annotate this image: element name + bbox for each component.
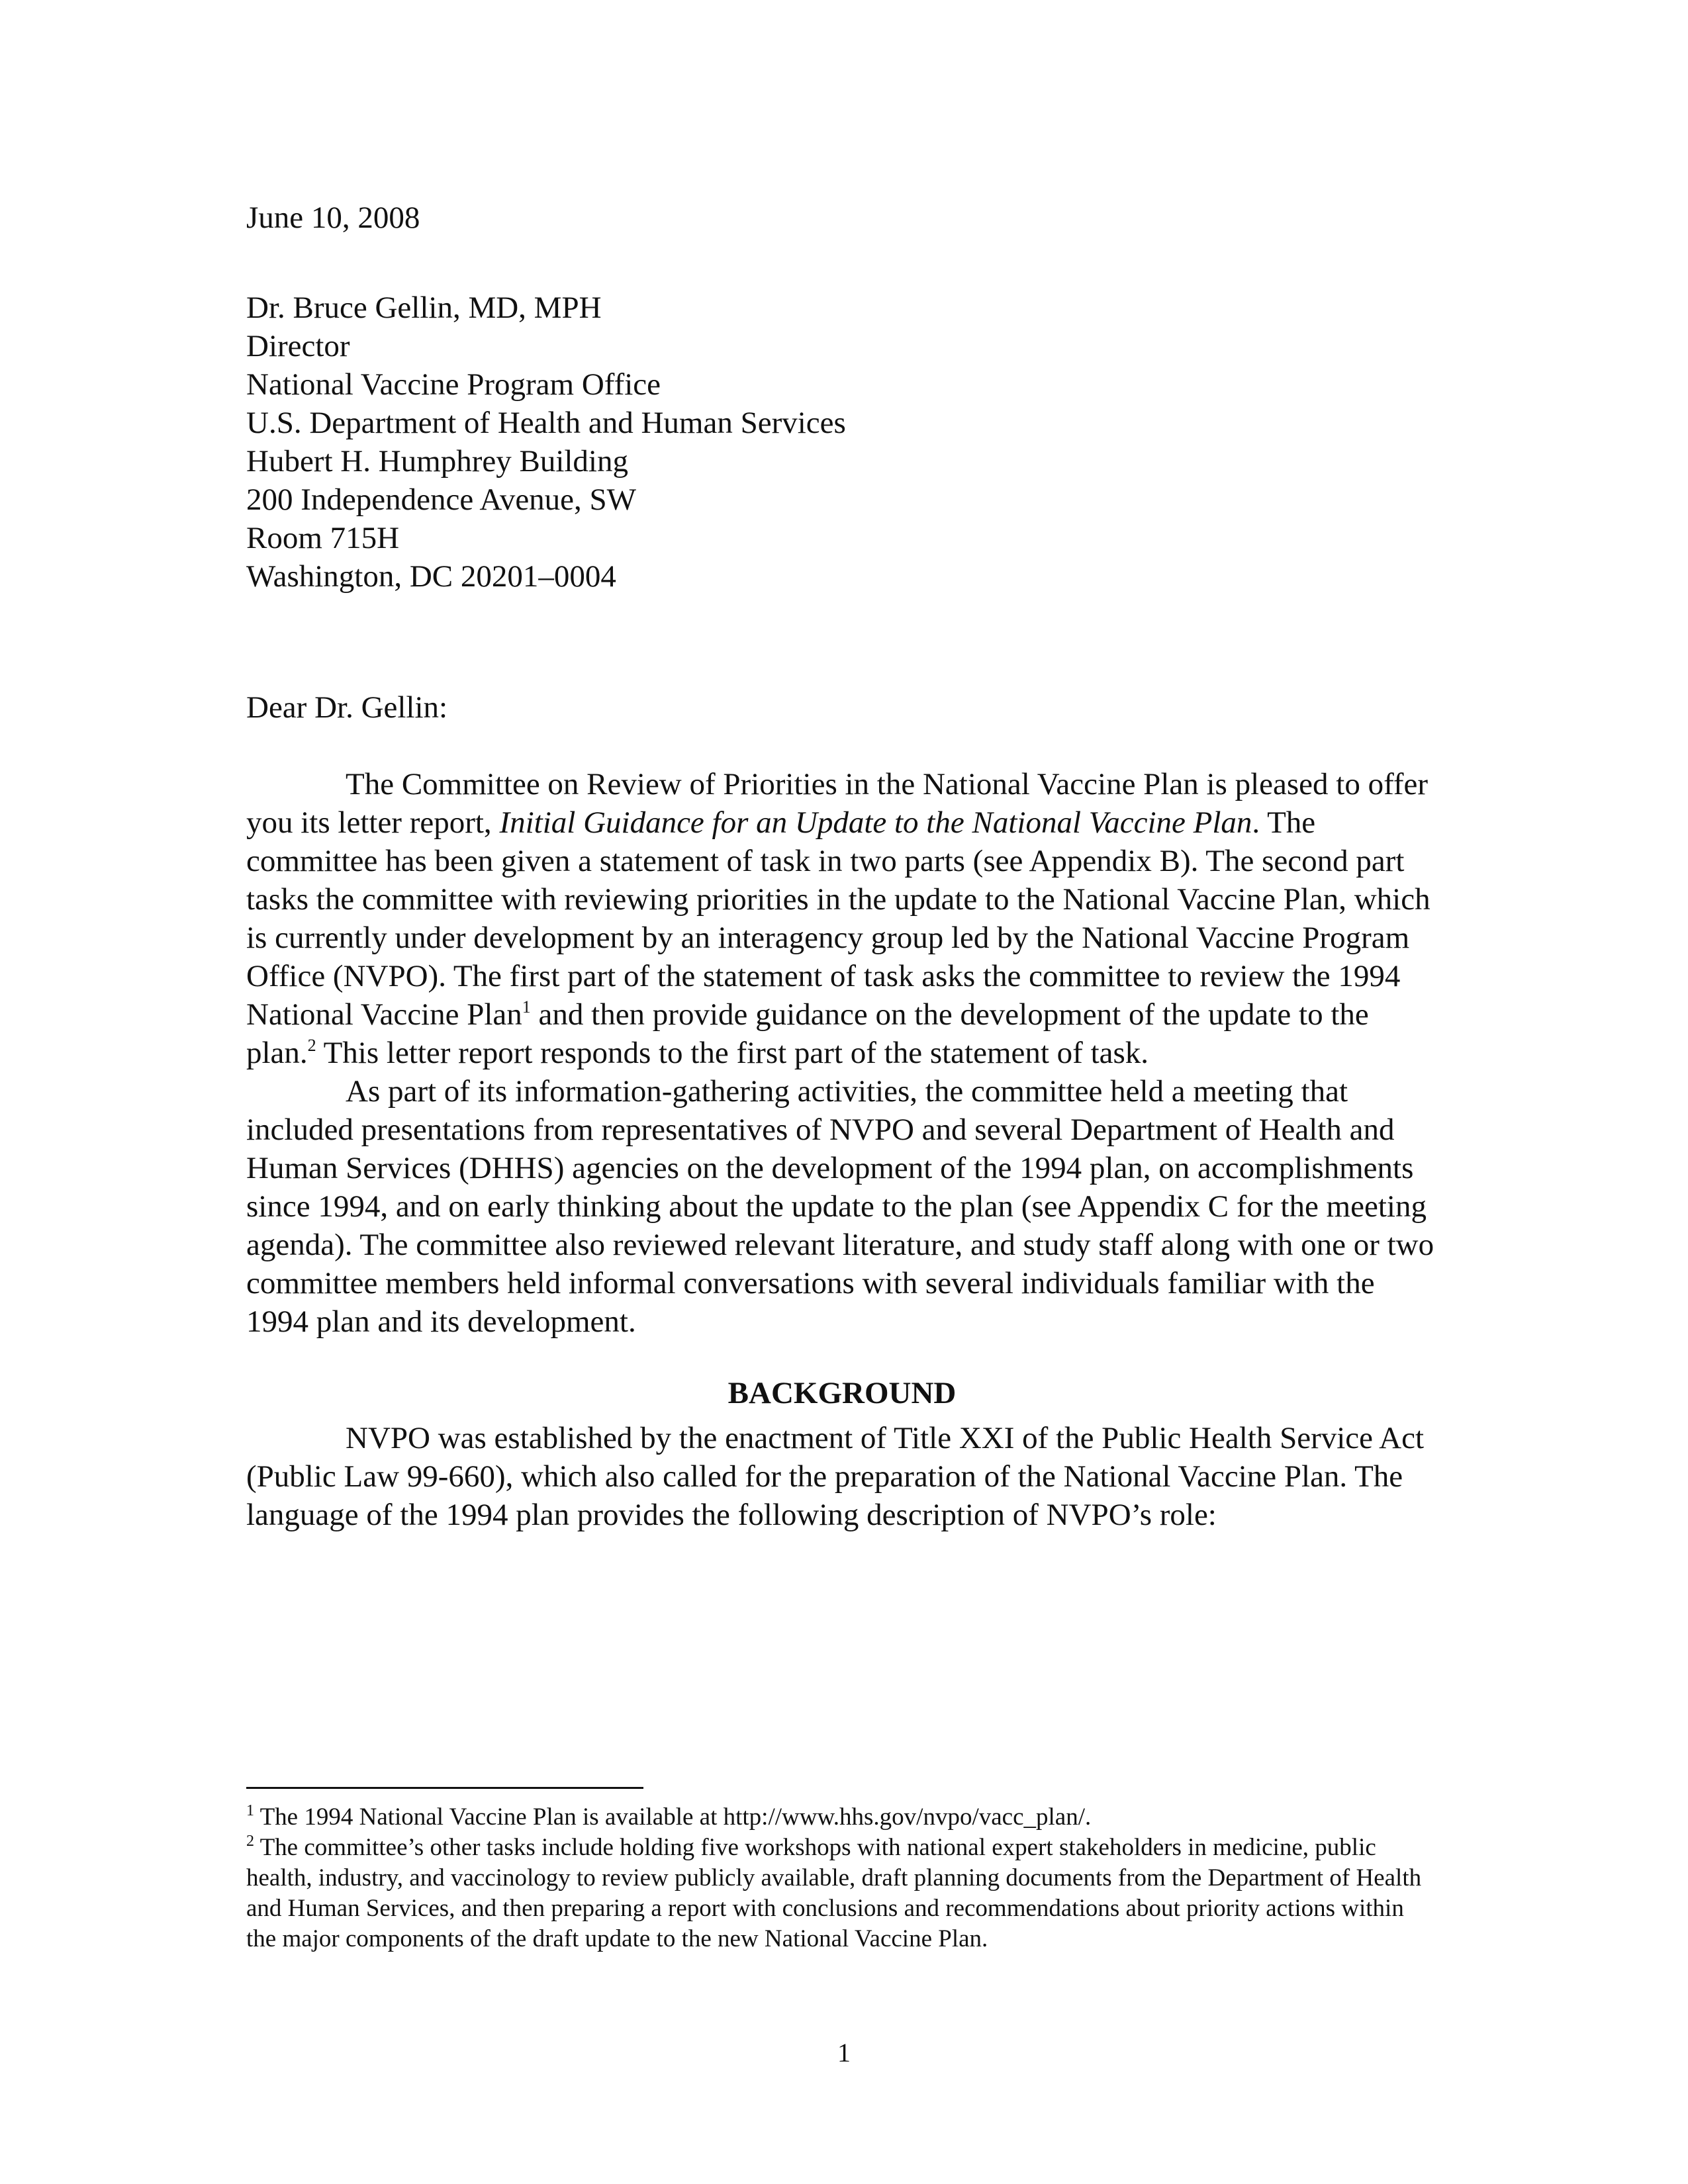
text-run: and then provide guidance on the development of the update to the plan. xyxy=(246,997,1369,1070)
page-number: 1 xyxy=(837,2038,851,2068)
paragraph-background: NVPO was established by the enactment of Title XXI of the Public Health Service Act (Public Law 99-660), which also called for the preparation of the National Vaccine Plan. The language of the 1994 plan provides the following description of NVPO’s role: xyxy=(246,1421,1425,1532)
footnote-text: The 1994 National Vaccine Plan is available at http://www.hhs.gov/nvpo/vacc_plan/. xyxy=(254,1803,1092,1831)
footnote-text: The committee’s other tasks include holding five workshops with national expert stakeholders in medicine, public health, industry, and vaccinology to review publicly available, draft planning documents from the Department of Health and Human Services, and then preparing a report with conclusions and recommendations about priority actions within the major components of the draft update to the new National Vaccine Plan. xyxy=(246,1834,1422,1952)
recipient-address xyxy=(246,289,1438,596)
text-run: . The committee has been given a statement of task in two parts (see Appendix B). The second part tasks the committee with reviewing priorities in the update to the National Vaccine Plan, which is currently under development by an interagency group led by the National Vaccine Program Office (NVPO). The first part of the statement of task asks the committee to review the 1994 National Vaccine Plan xyxy=(246,805,1430,1032)
letter-date: June 10, 2008 xyxy=(246,201,420,235)
address-line: Director xyxy=(246,329,350,363)
footnote-number: 1 xyxy=(246,1802,254,1819)
paragraph-intro xyxy=(246,765,1438,1072)
footnote-ref-2[interactable]: 2 xyxy=(307,1036,316,1055)
address-line: National Vaccine Program Office xyxy=(246,367,661,402)
address-line: Room 715H xyxy=(246,521,400,555)
address-line: Washington, DC 20201–0004 xyxy=(246,559,616,594)
salutation: Dear Dr. Gellin: xyxy=(246,690,448,725)
footnote-number: 2 xyxy=(246,1833,254,1850)
letter-body xyxy=(246,199,1438,1534)
address-line: Hubert H. Humphrey Building xyxy=(246,444,628,478)
address-line: 200 Independence Avenue, SW xyxy=(246,482,637,517)
report-title: Initial Guidance for an Update to the National Vaccine Plan xyxy=(499,805,1252,840)
section-heading: BACKGROUND xyxy=(727,1376,957,1410)
footnote-1 xyxy=(246,1802,1438,1833)
address-line: U.S. Department of Health and Human Services xyxy=(246,406,846,440)
text-run: The Committee on Review of Priorities in the National Vaccine Plan is pleased to offer you its letter report, xyxy=(246,767,1429,840)
text-run: This letter report responds to the first part of the statement of task. xyxy=(316,1036,1149,1070)
footnotes xyxy=(246,1787,1438,1954)
footnote-ref-1[interactable]: 1 xyxy=(522,997,531,1017)
footnote-2 xyxy=(246,1833,1438,1954)
footnote-divider xyxy=(246,1787,643,1789)
paragraph-information-gathering: As part of its information-gathering activities, the committee held a meeting that included presentations from representatives of NVPO and several Department of Health and Human Services (DHHS) agencies on the development of the 1994 plan, on accomplishments since 1994, and on early thinking about the update to the plan (see Appendix C for the meeting agenda). The committee also reviewed relevant literature, and study staff along with one or two committee members held informal conversations with several individuals familiar with the 1994 plan and its development. xyxy=(246,1074,1434,1339)
address-line: Dr. Bruce Gellin, MD, MPH xyxy=(246,291,602,325)
